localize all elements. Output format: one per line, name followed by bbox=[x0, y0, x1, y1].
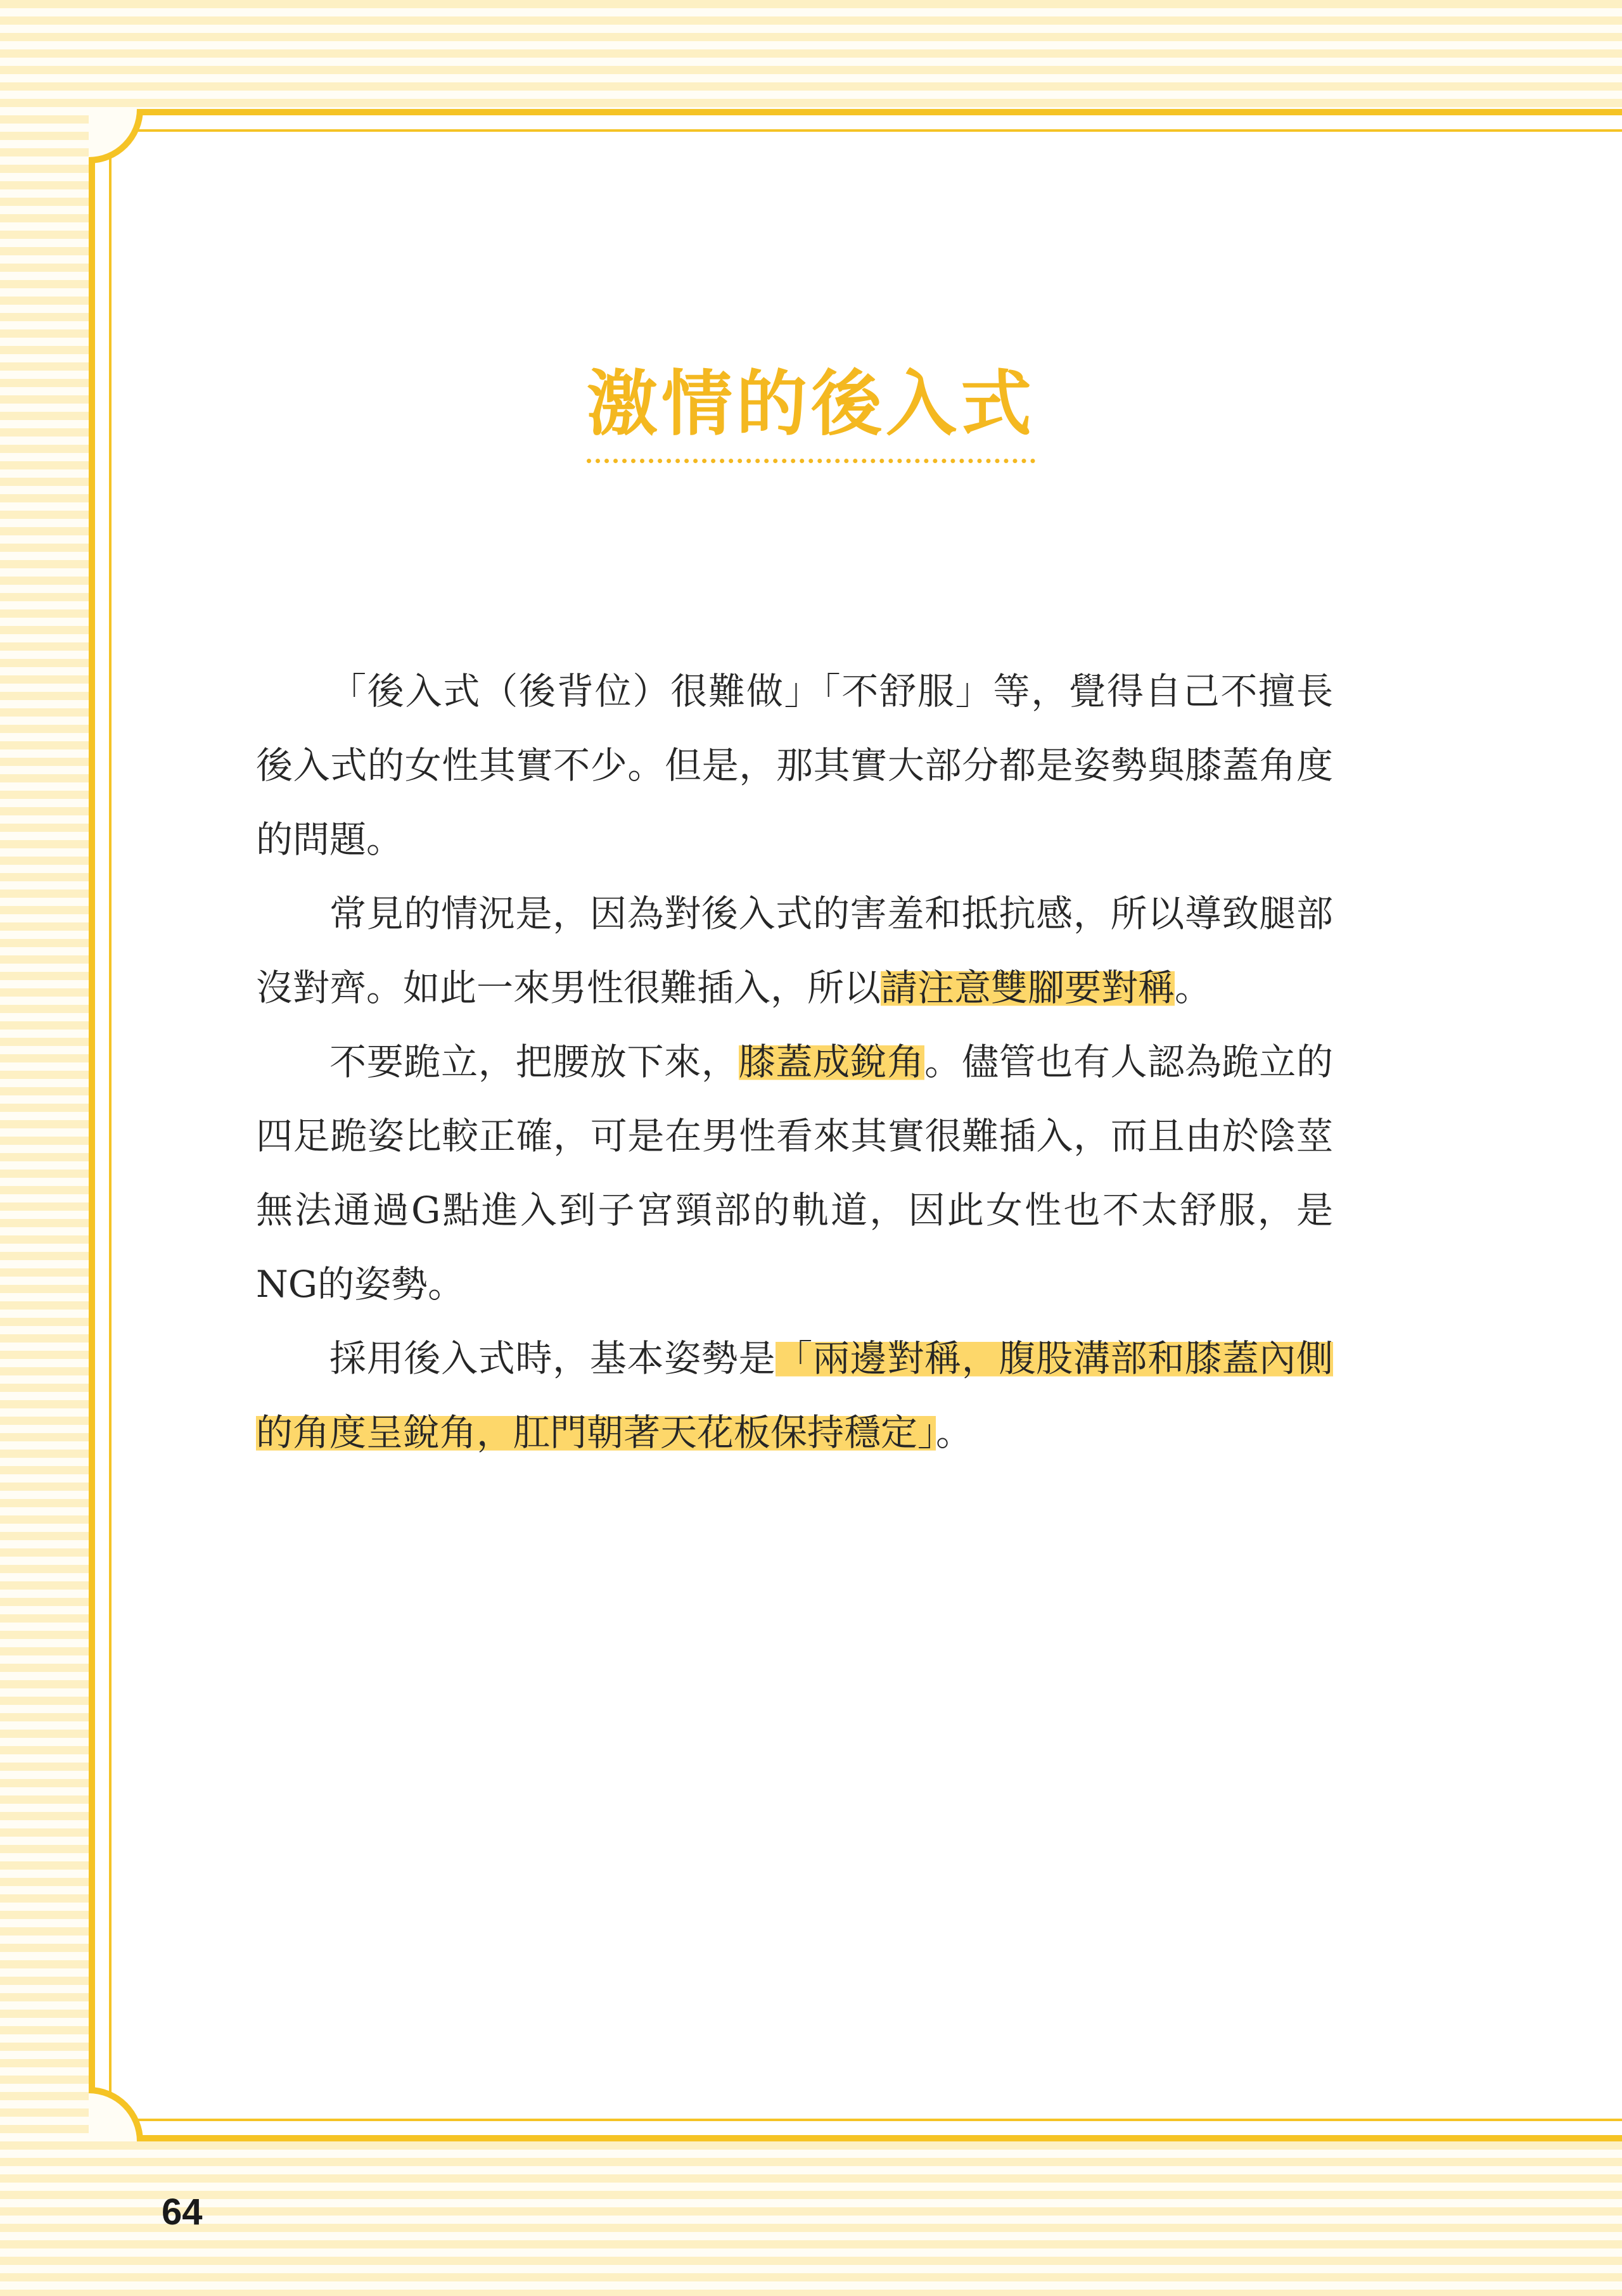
paragraph bbox=[256, 877, 1333, 1025]
page-number: 64 bbox=[162, 2191, 203, 2233]
body-text bbox=[256, 654, 1333, 1470]
highlighted-text: 膝蓋成銳角 bbox=[738, 1040, 925, 1083]
text-segment: 「後入式（後背位）很難做」「不舒服」等，覺得自己不擅長後入式的女性其實不少。但是，那其實大部分都是姿勢與膝蓋角度的問題。 bbox=[256, 670, 1333, 861]
paragraph bbox=[256, 1322, 1333, 1470]
paragraph bbox=[256, 1025, 1333, 1322]
text-segment: 常見的情況是，因為對後入式的害羞和抵抗感，所以導致腿部沒對齊。如此一來男性很難插入，所以 bbox=[256, 892, 1333, 1009]
highlighted-text: 「兩邊對稱，腹股溝部和膝蓋內側的角度呈銳角，肛門朝著天花板保持穩定」 bbox=[256, 1337, 1333, 1454]
paragraph bbox=[256, 654, 1333, 877]
text-segment: 採用後入式時，基本姿勢是 bbox=[329, 1337, 776, 1380]
text-segment: 。 bbox=[1175, 966, 1212, 1009]
text-segment: 。 bbox=[936, 1411, 973, 1454]
page-title: 激情的後入式 bbox=[587, 360, 1035, 463]
text-segment: 。儘管也有人認為跪立的四足跪姿比較正確，可是在男性看來其實很難插入，而且由於陰莖無法通過G點進入到子宮頸部的軌道，因此女性也不太舒服，是NG的姿勢。 bbox=[256, 1040, 1333, 1306]
text-segment: 不要跪立，把腰放下來， bbox=[329, 1040, 739, 1083]
highlighted-text: 請注意雙腳要對稱 bbox=[881, 966, 1175, 1009]
title-block bbox=[0, 360, 1622, 463]
